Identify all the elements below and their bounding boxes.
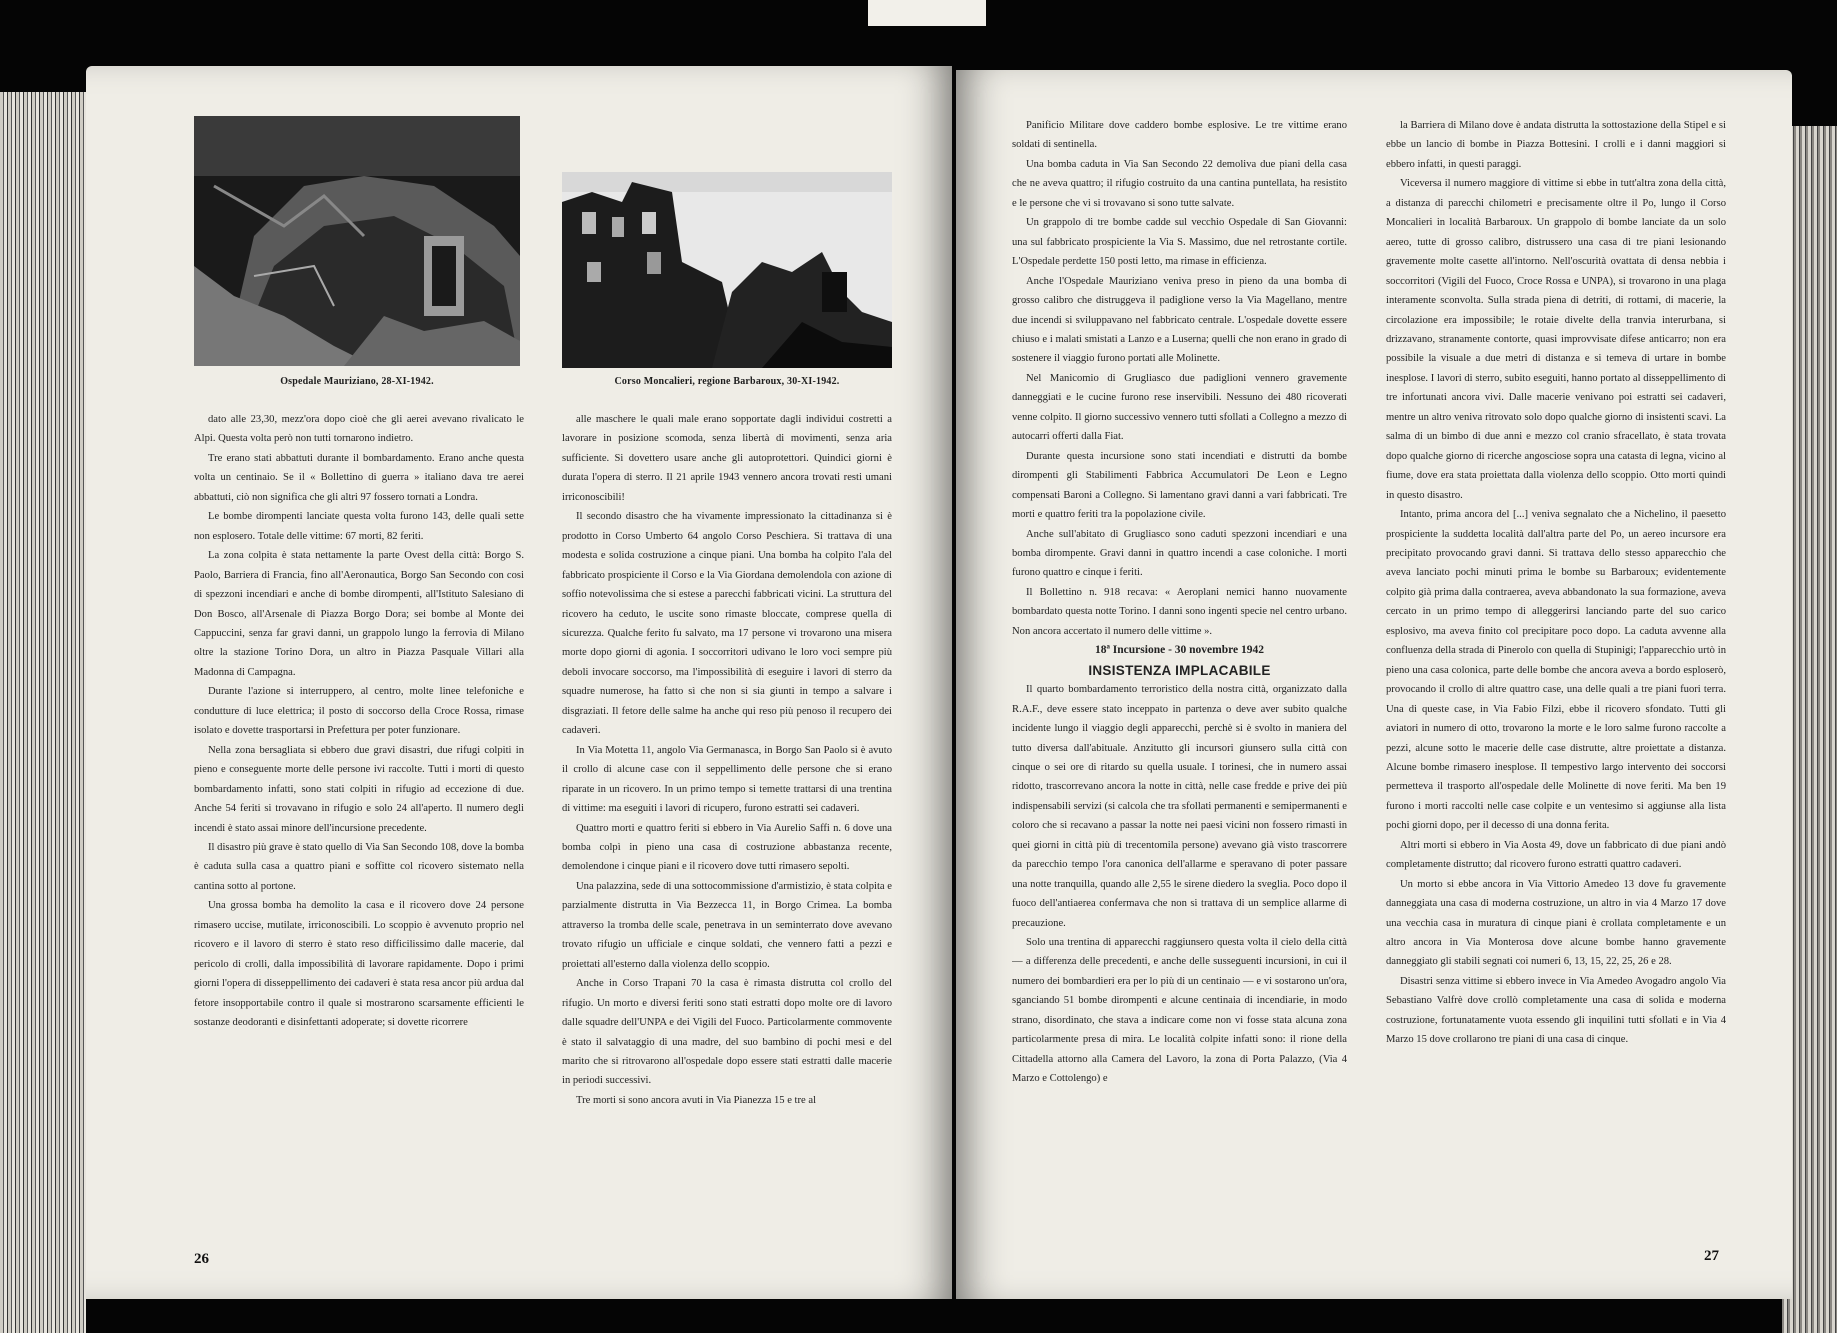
- left-col1-paragraph: Una grossa bomba ha demolito la casa e il ricovero dove 24 persone rimasero uccise, mutilate, irriconoscibili. Lo scoppio è avvenuto proprio nel ricovero e il lavoro di sterro è stato reso difficilissimo dalle macerie, dal pericolo di crolli, dalla impossibilità di lavorare rapidamente. Dopo i primi giorni l'opera di disseppellimento dei cadaveri è stata resa ancor più ardua dal fetore insopportabile contro il quale si mostrarono scarsamente efficienti le sostanze deodoranti e disinfettanti adoperate; si dovette ricorrere: [194, 900, 524, 1029]
- left-col1-paragraph: Il disastro più grave è stato quello di Via San Secondo 108, dove la bomba è caduta sulla casa a quattro piani e soffitte col ricovero sistemato nella cantina sotto al portone.: [194, 841, 524, 892]
- right-col1-paragraph: Un grappolo di tre bombe cadde sul vecchio Ospedale di San Giovanni: una sul fabbricato prospiciente la Via S. Massimo, due nel retrostante cortile. L'Ospedale perdette 150 posti letto, ma rimase in efficienza.: [1012, 217, 1347, 268]
- section-title: INSISTENZA IMPLACABILE: [1088, 662, 1271, 678]
- right-col1-after-paragraph: Il quarto bombardamento terroristico della nostra città, organizzato dalla R.A.F., deve essere stato inceppato in partenza o deve aver subito qualche incidente lungo il viaggio degli apparecchi, perchè si è svolto in maniera del tutto diversa dall'abituale. Anzitutto gli incursori giunsero sulla città con cinque o sei ore di ritardo su quella usuale. I torinesi, che in numero assai ridotto, trascorrevano ancora la notte in città, nelle case fredde e prive dei più indispensabili servizi (si calcola che tra sfollati permanenti e semipermanenti e coloro che si recavano a passar la notte nei paesi vicini non fossero rimasti in quei giorni in città più di trecentomila persone) avevano già visto trascorrere da parecchio tempo l'ora canonica dell'allarme e speravano di poter passare una notte tranquilla, quando alle 2,55 le sirene diedero la sveglia. Poco dopo il fuoco dell'antiaerea confermava che non si trattava di un semplice allarme di precauzione.: [1012, 684, 1347, 929]
- right-col1-paragraph: Una bomba caduta in Via San Secondo 22 demoliva due piani della casa che ne aveva quattro; il rifugio costruito da una cantina puntellata, ha resistito e le persone che vi si trovavano si sono tutte salvate.: [1012, 158, 1347, 209]
- left-col2-paragraph: alle maschere le quali male erano sopportate dagli individui costretti a lavorare in posizione scomoda, senza libertà di movimenti, senza aria sufficiente. Si dovettero usare anche gli autoprotettori. Quindici giorni è durata l'opera di sterro. Il 21 aprile 1943 vennero ancora trovati resti umani irriconoscibili!: [562, 414, 892, 503]
- right-col1-paragraph: Anche l'Ospedale Mauriziano veniva preso in pieno da una bomba di grosso calibro che distruggeva il padiglione verso la Via Magellano, mentre due incendi si sviluppavano nel fabbricato centrale. L'ospedale dovette essere chiuso e i malati smistati a Lanzo e a Luserna; quelli che non erano in grado di sostenere il viaggio furono portati alle Molinette.: [1012, 275, 1347, 365]
- left-col2-paragraph: Tre morti si sono ancora avuti in Via Pianezza 15 e tre al: [576, 1094, 817, 1106]
- right-page-column-2: [1386, 116, 1726, 1266]
- right-col2-paragraph: Intanto, prima ancora del [...] veniva segnalato che a Nichelino, il paesetto prospiciente la suddetta località dall'altra parte del Po, un aereo incursore era precipitato provocando gravi danni. Si trattava dello stesso apparecchio che aveva lanciato pochi minuti prima le bombe su Barbaroux; evidentemente colpito già prima dalla contraerea, aveva abbandonato la sua formazione, aveva cercato in un primo tempo di alleggerirsi lanciando parte del suo carico esplosivo, ma aveva finito col precipitare poco dopo. La caduta avvenne alla confluenza della strada di Pinerolo con quella di Stupinigi; l'apparecchio urtò in pieno una casa colonica, parte delle bombe che ancora aveva a bordo esploserò, provocando il crollo di altre quattro case, una delle quali a tre piani fuori terra. Una di queste case, in Via Fabio Filzi, ebbe il ricovero sfondato. Tutti gli aviatori in numero di otto, trovarono la morte e le loro salme furono raccolte a pezzi, alcune sotto le macerie delle case distrutte, altre proiettate a distanza. Alcune bombe rimasero inesplose. Il tempestivo largo intervento dei soccorsi permetteva il trasporto all'ospedale delle Molinette di nove feriti. Ma ben 19 furono i morti raccolti nelle case colpite e un ventesimo si aggiunse alla lista pochi giorni dopo, per il decesso di una donna ferita.: [1386, 509, 1726, 832]
- left-col1-paragraph: dato alle 23,30, mezz'ora dopo cioè che gli aerei avevano rivalicato le Alpi. Questa volta però non tutti tornarono indietro.: [194, 414, 524, 445]
- left-page-edges: [0, 92, 86, 1333]
- left-page: [86, 66, 952, 1299]
- left-col2-paragraph: Quattro morti e quattro feriti si ebbero in Via Aurelio Saffi n. 6 dove una bomba colpì in pieno una casa di costruzione abbastanza recente, demolendone i cinque piani e il ricovero dove tutti rimasero sepolti.: [562, 822, 892, 873]
- photo-corso-moncalieri: [562, 172, 892, 368]
- photo-caption-left: Ospedale Mauriziano, 28-XI-1942.: [280, 376, 434, 387]
- photo-caption-right: Corso Moncalieri, regione Barbaroux, 30-XI-1942.: [614, 376, 840, 387]
- left-col1-paragraph: La zona colpita è stata nettamente la parte Ovest della città: Borgo S. Paolo, Barriera di Francia, fino all'Aeronautica, Borgo San Secondo con cosi di spezzoni incendiari e anche di bombe dirompenti, all'Istituto Salesiano di Don Bosco, all'Arsenale di Piazza Borgo Dora; sei bombe al Monte dei Cappuccini, senza far gravi danni, un grappolo lungo la ferrovia di Milano oltre la stazione Torino Dora, un altro in Piazza Pasquale Villari alla Madonna di Campagna.: [194, 550, 524, 678]
- right-col1-after-paragraph: Solo una trentina di apparecchi raggiunsero questa volta il cielo della città — a differenza delle precedenti, e anche delle susseguenti incursioni, in cui il numero dei bombardieri era per lo più di un centinaio — e vi sostarono un'ora, sganciando 51 bombe dirompenti e alcune centinaia di incendiarie, in modo strano, disordinato, che stava a indicare come non vi fosse stata alcuna zona particolarmente presa di mira. Le località colpite infatti sono: il rione della Cittadella attorno alla Camera del Lavoro, la zona di Porta Palazzo, (Via 4 Marzo e Cottolengo) e: [1012, 937, 1347, 1085]
- left-col1-paragraph: Tre erano stati abbattuti durante il bombardamento. Erano anche questa volta un centinaio. Se il « Bollettino di guerra » italiano dava tre aerei abbattuti, ciò non significa che gli altri 97 fossero tornati a Londra.: [194, 452, 524, 503]
- left-col2-paragraph: In Via Motetta 11, angolo Via Germanasca, in Borgo San Paolo si è avuto il crollo di alcune case con il seppellimento delle persone che si erano riparate in un ricovero. In un primo tempo si temette trattarsi di una trentina di vittime: ma eseguiti i lavori di ricupero, furono estratti sei cadaveri.: [562, 744, 892, 815]
- right-col1-paragraph: Durante questa incursione sono stati incendiati e distrutti da bombe dirompenti gli Stabilimenti Fabbrica Accumulatori De Leon e Legno compensati Baroni a Collegno. Si lamentano gravi danni a vari fabbricati. Tre morti e quattro feriti tra la popolazione civile.: [1012, 450, 1347, 521]
- left-col2-paragraph: Il secondo disastro che ha vivamente impressionato la cittadinanza si è prodotto in Corso Umberto 64 angolo Corso Peschiera. Si trattava di una modesta e solida costruzione a cinque piani. Una bomba ha colpito l'ala del fabbricato prospiciente il Corso e la Via Giordana demolendola con azione di soffio notevolissima che si estese a parecchi fabbricati vicini. La struttura del ricovero ha ceduto, le uscite sono rimaste bloccate, comprese quella di sicurezza. Qualche ferito fu salvato, ma 17 persone vi trovarono una misera morte dopo giorni di agonia. I soccorritori udivano le loro voci sempre più deboli invocare soccorso, ma l'impossibilità di eseguire i lavori di sterro da squadre numerose, ha fatto sì che non si sia giunti in tempo a salvare i disgraziati. Il fetore delle salme ha anche qui reso più penoso il recupero dei cadaveri.: [562, 511, 892, 737]
- scan-white-tab: [868, 0, 986, 26]
- left-col1-paragraph: Nella zona bersagliata si ebbero due gravi disastri, due rifugi colpiti in pieno e conseguente morte delle persone ivi raccolte. Tutti i morti di questo bombardamento infatti, sono stati colpiti in rifugio ad eccezione di due. Anche 54 feriti si trovavano in rifugio e solo 24 all'aperto. Il numero degli incendi è stato assai minore dell'incursione precedente.: [194, 744, 524, 834]
- right-col2-paragraph: Un morto si ebbe ancora in Via Vittorio Amedeo 13 dove fu gravemente danneggiata una casa di moderna costruzione, un altro in via 4 Marzo 17 dove una vecchia casa in muratura di cinque piani è crollata completamente e un altro ancora in Via Monterosa dove alcune bombe hanno gravemente danneggiato gli stabili segnati coi numeri 6, 13, 15, 22, 25, 26 e 28.: [1386, 878, 1726, 968]
- page-number-left: 26: [194, 1251, 209, 1267]
- right-col1-paragraph: Anche sull'abitato di Grugliasco sono caduti spezzoni incendiari e una bomba dirompente. Gravi danni in quattro incendi a case coloniche. I morti furono quattro e cinque i feriti.: [1012, 528, 1347, 579]
- left-col1-paragraph: Le bombe dirompenti lanciate questa volta furono 143, delle quali sette non esplosero. Totale delle vittime: 67 morti, 82 feriti.: [194, 511, 524, 542]
- right-col2-paragraph: Disastri senza vittime si ebbero invece in Via Amedeo Avogadro angolo Via Sebastiano Valfrè dove crollò completamente una casa di solida e moderna costruzione, fortunatamente vuota essendo gli inquilini tutti sfollati e in Via 4 Marzo 15 dove crollarono tre piani di una casa di cinque.: [1386, 975, 1726, 1046]
- left-page-column-1: [194, 410, 524, 1260]
- right-col1-paragraph: Il Bollettino n. 918 recava: « Aeroplani nemici hanno nuovamente bombardato questa notte Torino. I danni sono ingenti specie nel centro urbano. Non ancora accertato il numero delle vittime ».: [1012, 586, 1347, 637]
- right-col2-paragraph: la Barriera di Milano dove è andata distrutta la sottostazione della Stipel e si ebbe un lancio di bombe in Piazza Bottesini. I crolli e i danni maggiori si ebbero infatti, in questi paraggi.: [1386, 120, 1726, 170]
- left-col2-paragraph: Una palazzina, sede di una sottocommissione d'armistizio, è stata colpita e parzialmente distrutta in Via Bezzecca 11, in Borgo Crimea. La bomba attraverso la tromba delle scale, penetrava in un seminterrato dove avevano trovato rifugio un ufficiale e cinque soldati, che vennero fatti a pezzi e proiettati all'esterno dalla violenza dello scoppio.: [562, 880, 892, 970]
- right-page: [956, 70, 1792, 1299]
- left-page-column-2: [562, 410, 892, 1260]
- photo-ospedale-mauriziano: [194, 116, 520, 366]
- page-number-right: 27: [1704, 1248, 1719, 1264]
- incursion-heading: 18ª Incursione - 30 novembre 1942: [1094, 644, 1265, 657]
- right-col2-paragraph: Viceversa il numero maggiore di vittime si ebbe in tutt'altra zona della città, a distanza di parecchi chilometri e precisamente oltre il Po, lungo il Corso Moncalieri in località Barbaroux. Un grappolo di bombe lanciate da un solo aereo, tutte di grosso calibro, distrussero una casa di tre piani lesionando gravemente molte casette all'intorno. Nell'oscurità ovattata di densa nebbia i soccorritori (Vigili del Fuoco, Croce Rossa e UNPA), si trovarono in una plaga interamente sconvolta. Sulla strada piena di detriti, di rottami, di macerie, la circolazione era impossibile; le rotaie divelte della tranvia interurbana, si drizzavano, stranamente contorte, quasi improvvisate difese anticarro; non era possibile la visuale a due metri di distanza e si temeva di urtare in bombe inesplose. I lavori di sterro, subito eseguiti, hanno portato al disseppellimento di tre infortunati ancora vivi. Dalle macerie venivano poi estratti sei cadaveri, mentre un altro veniva ritrovato solo dopo qualche giorno di insistenti scavi. La salma di un bimbo di due anni e mezzo col cranio sfracellato, è stata trovata dopo qualche giorno di ricerche angosciose sopra una catasta di legna, vicino al fiume, dove era stata proiettata dalla violenza dello scoppio. Otto morti quindi in questo disastro.: [1386, 178, 1726, 501]
- left-col2-paragraph: Anche in Corso Trapani 70 la casa è rimasta distrutta col crollo del rifugio. Un morto e diversi feriti sono stati estratti dopo molte ore di lavoro dalle squadre dell'UNPA e dei Vigili del Fuoco. Particolarmente commovente è stato il salvataggio di una madre, del suo bambino di pochi mesi e del marito che si ritrovarono all'ospedale dopo essere stati estratti dalle macerie in periodi successivi.: [562, 978, 892, 1087]
- right-col1-paragraph: Nel Manicomio di Grugliasco due padiglioni vennero gravemente danneggiati e le cucine furono rese inservibili. Nessuno dei 480 ricoverati venne colpito. Il giorno successivo vennero tutti sfollati a Collegno a mezzo di autocarri offerti dalla Fiat.: [1012, 372, 1347, 443]
- right-page-column-1: [1012, 116, 1347, 1266]
- left-col1-paragraph: Durante l'azione si interruppero, al centro, molte linee telefoniche e condutture di luce elettrica; il posto di soccorso della Croce Rossa, rimase isolato e dovette trasportarsi in Prefettura per poter funzionare.: [194, 686, 524, 737]
- right-col2-paragraph: Altri morti si ebbero in Via Aosta 49, dove un fabbricato di due piani andò completamente distrutto; dal ricovero furono estratti quattro cadaveri.: [1386, 839, 1726, 871]
- right-col1-paragraph: Panificio Militare dove caddero bombe esplosive. Le tre vittime erano soldati di sentinella.: [1012, 120, 1347, 151]
